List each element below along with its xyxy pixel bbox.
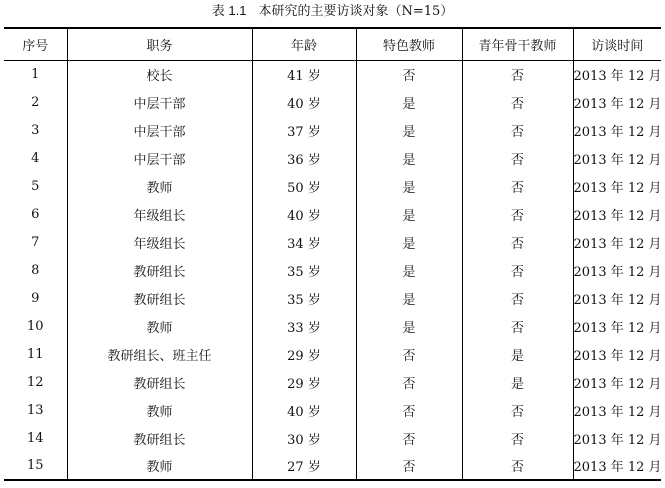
young-backbone-cell: 否: [462, 116, 573, 144]
serial-cell: 11: [26, 346, 44, 362]
age-cell: 36 岁: [252, 144, 356, 172]
header-cell-age: 年龄: [252, 28, 356, 60]
young-backbone-cell: 否: [462, 60, 573, 88]
young-backbone-cell: 否: [462, 424, 573, 452]
interview-time-cell: 2013 年 12 月: [573, 284, 661, 312]
interviewees-table: [4, 27, 661, 481]
serial-cell: 5: [31, 178, 40, 194]
age-cell: 35 岁: [252, 256, 356, 284]
serial-cell: 1: [31, 66, 40, 82]
serial-cell: 13: [26, 402, 44, 418]
table-header-row: [4, 28, 661, 60]
table-row: [4, 312, 661, 340]
serial-cell: 14: [26, 430, 44, 446]
table-row: [4, 452, 661, 480]
interview-time-cell: 2013 年 12 月: [573, 116, 661, 144]
table-caption-text: 本研究的主要访谈对象（N=15）: [258, 4, 454, 19]
position-cell: 校长: [67, 60, 252, 88]
interview-time-cell: 2013 年 12 月: [573, 60, 661, 88]
young-backbone-cell: 否: [462, 172, 573, 200]
age-cell: 34 岁: [252, 228, 356, 256]
featured-teacher-cell: 否: [356, 340, 462, 368]
featured-teacher-cell: 否: [356, 452, 462, 480]
age-cell: 40 岁: [252, 88, 356, 116]
interview-time-cell: 2013 年 12 月: [573, 172, 661, 200]
position-cell: 教研组长、班主任: [67, 340, 252, 368]
table-row: [4, 340, 661, 368]
position-cell: 中层干部: [67, 88, 252, 116]
serial-cell: 12: [26, 374, 44, 390]
header-cell-young-backbone-teacher: 青年骨干教师: [462, 28, 573, 60]
featured-teacher-cell: 是: [356, 228, 462, 256]
featured-teacher-cell: 是: [356, 172, 462, 200]
position-cell: 教师: [67, 312, 252, 340]
featured-teacher-cell: 否: [356, 60, 462, 88]
table-row: [4, 228, 661, 256]
featured-teacher-cell: 是: [356, 144, 462, 172]
serial-cell: 15: [4, 452, 67, 480]
featured-teacher-cell: 是: [356, 200, 462, 228]
young-backbone-cell: 否: [462, 452, 573, 480]
featured-teacher-cell: 否: [356, 424, 462, 452]
position-cell: 教研组长: [67, 424, 252, 452]
featured-teacher-cell: 是: [356, 312, 462, 340]
interview-time-cell: 2013 年 12 月: [573, 88, 661, 116]
interview-time-cell: 2013 年 12 月: [573, 452, 661, 480]
age-cell: 40 岁: [252, 200, 356, 228]
age-cell: 27 岁: [252, 452, 356, 480]
header-cell-position: 职务: [67, 28, 252, 60]
table-row: [4, 256, 661, 284]
table-caption: [0, 1, 665, 21]
position-cell: 年级组长: [67, 200, 252, 228]
interview-time-cell: 2013 年 12 月: [573, 340, 661, 368]
serial-cell: 4: [31, 150, 40, 166]
table-caption-label: 表 1.1: [211, 3, 247, 18]
interview-time-cell: 2013 年 12 月: [573, 312, 661, 340]
interview-time-cell: 2013 年 12 月: [573, 424, 661, 452]
featured-teacher-cell: 是: [356, 88, 462, 116]
featured-teacher-cell: 是: [356, 256, 462, 284]
interview-time-cell: 2013 年 12 月: [573, 256, 661, 284]
table-row: [4, 116, 661, 144]
interview-time-cell: 2013 年 12 月: [573, 396, 661, 424]
age-cell: 29 岁: [252, 340, 356, 368]
table-row: [4, 144, 661, 172]
young-backbone-cell: 否: [462, 256, 573, 284]
position-cell: 教研组长: [67, 256, 252, 284]
position-cell: 教研组长: [67, 368, 252, 396]
serial-cell: 9: [31, 290, 40, 306]
young-backbone-cell: 否: [462, 396, 573, 424]
table-row: [4, 200, 661, 228]
interview-time-cell: 2013 年 12 月: [573, 200, 661, 228]
serial-cell: 10: [26, 318, 44, 334]
age-cell: 29 岁: [252, 368, 356, 396]
table-row: [4, 60, 661, 88]
interview-time-cell: 2013 年 12 月: [573, 368, 661, 396]
header-cell-serial: 序号: [4, 28, 67, 60]
position-cell: 教师: [67, 452, 252, 480]
young-backbone-cell: 否: [462, 312, 573, 340]
table-row: [4, 396, 661, 424]
age-cell: 30 岁: [252, 424, 356, 452]
serial-cell: 6: [31, 206, 40, 222]
young-backbone-cell: 是: [462, 340, 573, 368]
featured-teacher-cell: 否: [356, 396, 462, 424]
serial-cell: 7: [31, 234, 40, 250]
table-row: [4, 424, 661, 452]
age-cell: 40 岁: [252, 396, 356, 424]
age-cell: 33 岁: [252, 312, 356, 340]
age-cell: 50 岁: [252, 172, 356, 200]
interview-time-cell: 2013 年 12 月: [573, 228, 661, 256]
serial-cell: 8: [31, 262, 40, 278]
position-cell: 中层干部: [67, 116, 252, 144]
age-cell: 37 岁: [252, 116, 356, 144]
position-cell: 教师: [67, 172, 252, 200]
table-row: [4, 368, 661, 396]
featured-teacher-cell: 是: [356, 284, 462, 312]
table-row: [4, 284, 661, 312]
position-cell: 教研组长: [67, 284, 252, 312]
position-cell: 教师: [67, 396, 252, 424]
table-body: [4, 60, 661, 480]
position-cell: 年级组长: [67, 228, 252, 256]
header-cell-featured-teacher: 特色教师: [356, 28, 462, 60]
featured-teacher-cell: 否: [356, 368, 462, 396]
young-backbone-cell: 否: [462, 88, 573, 116]
age-cell: 35 岁: [252, 284, 356, 312]
position-cell: 中层干部: [67, 144, 252, 172]
young-backbone-cell: 否: [462, 200, 573, 228]
serial-cell: 2: [31, 94, 40, 110]
featured-teacher-cell: 是: [356, 116, 462, 144]
table-row: [4, 88, 661, 116]
young-backbone-cell: 否: [462, 228, 573, 256]
young-backbone-cell: 是: [462, 368, 573, 396]
young-backbone-cell: 否: [462, 284, 573, 312]
interview-time-cell: 2013 年 12 月: [573, 144, 661, 172]
young-backbone-cell: 否: [462, 144, 573, 172]
age-cell: 41 岁: [252, 60, 356, 88]
serial-cell: 3: [31, 122, 40, 138]
header-cell-interview-time: 访谈时间: [573, 28, 661, 60]
table-row: [4, 172, 661, 200]
